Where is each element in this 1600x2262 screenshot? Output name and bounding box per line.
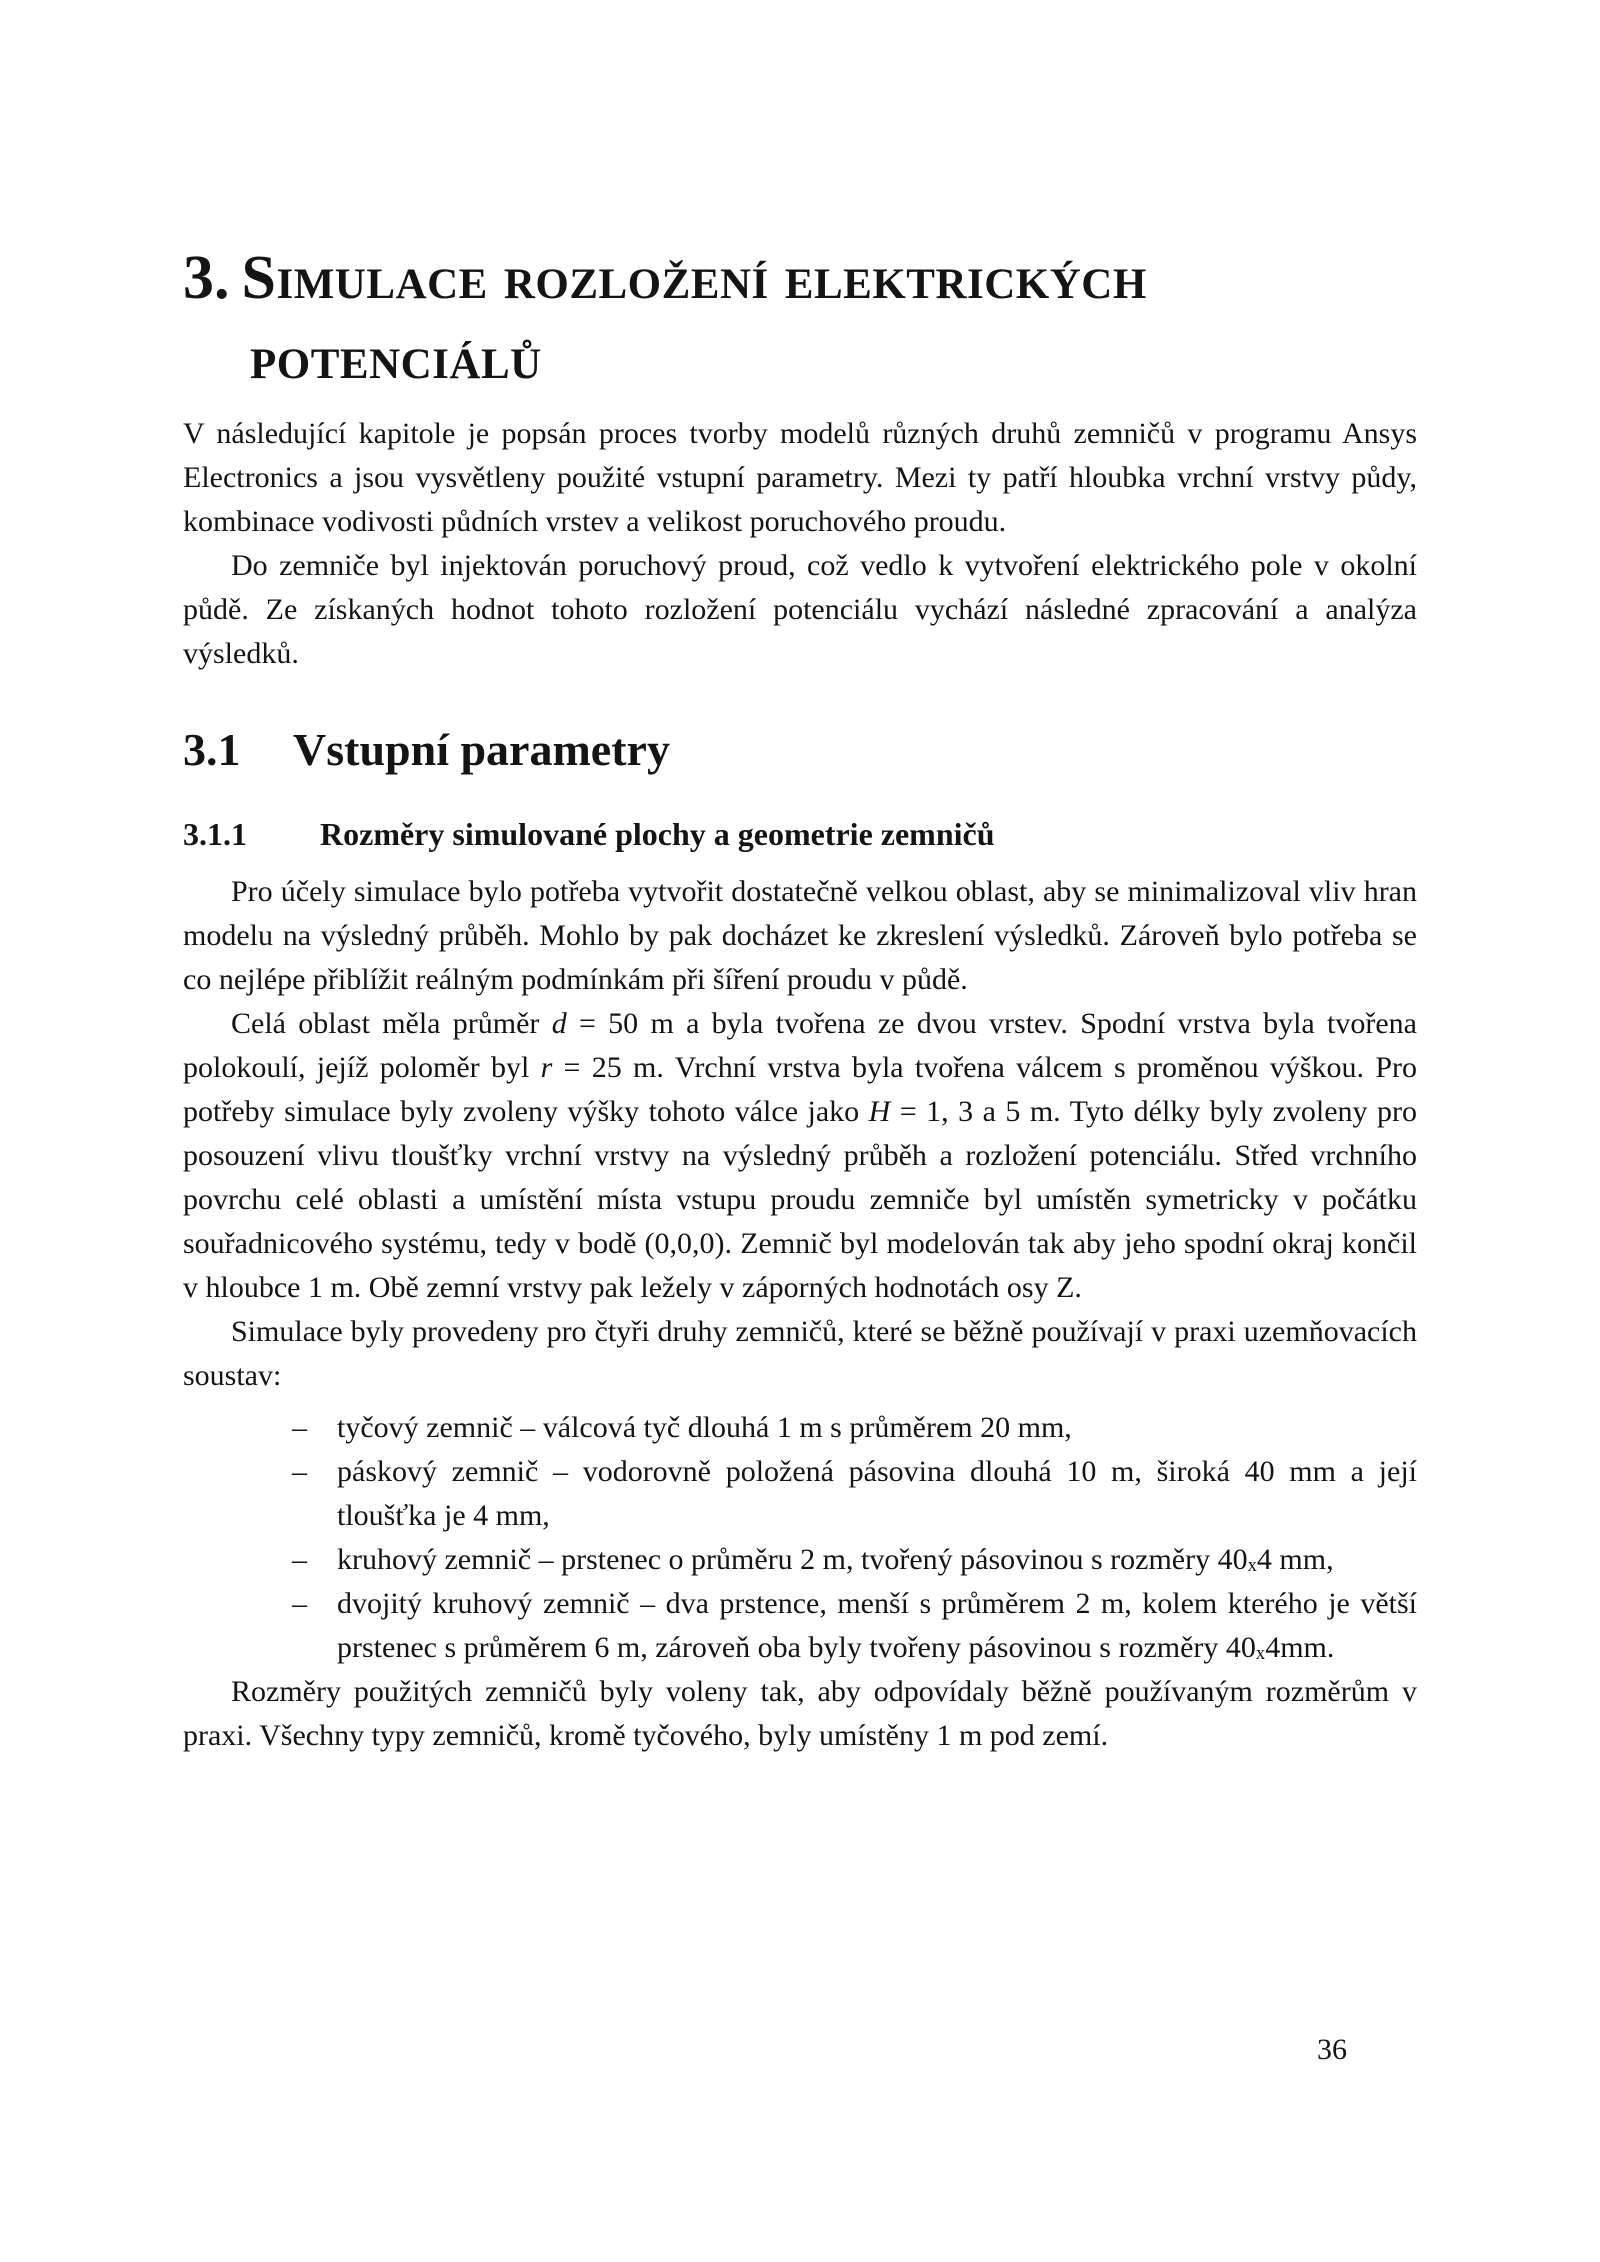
subsection-number: 3.1.1 xyxy=(183,816,247,852)
dash-bullet-icon: – xyxy=(292,1587,307,1620)
grounding-electrode-types-list xyxy=(183,1406,1417,1670)
section-title: Vstupní parametry xyxy=(293,724,670,775)
section-number: 3.1 xyxy=(183,724,241,775)
list-item-text: tyčový zemnič – válcová tyč dlouhá 1 m s průměrem 20 mm, xyxy=(337,1411,1072,1444)
paragraph-body-3: Simulace byly provedeny pro čtyři druhy zemničů, které se běžně používají v praxi uzemňovacích soustav: xyxy=(183,1315,1417,1392)
list-item-rod-electrode xyxy=(183,1406,1417,1450)
list-item-strip-electrode xyxy=(183,1450,1417,1538)
chapter-number: 3. xyxy=(183,244,230,312)
list-item-ring-electrode xyxy=(183,1538,1417,1582)
dash-bullet-icon: – xyxy=(292,1455,307,1488)
paragraph-body-1: Pro účely simulace bylo potřeba vytvořit dostatečně velkou oblast, aby se minimalizoval vliv hran modelu na výsledný průběh. Mohlo by pak docházet ke zkreslení výsledků. Zároveň bylo potřeba se co nejlépe přiblížit reálným podmínkám při šíření proudu v půdě. xyxy=(183,875,1417,996)
chapter-title: Simulace rozložení elektrických potenciálů xyxy=(241,244,1147,392)
list-item-text: páskový zemnič – vodorovně položená pásovina dlouhá 10 m, široká 40 mm a její tloušťka je 4 mm, xyxy=(337,1455,1417,1532)
dash-bullet-icon: – xyxy=(292,1543,307,1576)
page-footer xyxy=(1317,2028,1347,2072)
subsection-title: Rozměry simulované plochy a geometrie zemničů xyxy=(320,816,995,852)
list-item-text: kruhový zemnič – prstenec o průměru 2 m, tvořený pásovinou s rozměry $40_x4$ mm, xyxy=(337,1543,1334,1577)
paragraph-intro-2: Do zemniče byl injektován poruchový proud, což vedlo k vytvoření elektrického pole v okolní půdě. Ze získaných hodnot tohoto rozložení potenciálu vychází následné zpracování a analýza výsledků. xyxy=(183,549,1417,670)
section-heading xyxy=(183,724,1417,776)
paragraph-closing: Rozměry použitých zemničů byly voleny tak, aby odpovídaly běžně používaným rozměrům v praxi. Všechny typy zemničů, kromě tyčového, byly umístěny 1 m pod zemí. xyxy=(183,1675,1417,1752)
list-item-double-ring-electrode xyxy=(183,1582,1417,1670)
page-number: 36 xyxy=(1317,2033,1347,2066)
chapter-heading xyxy=(183,238,1417,398)
list-item-text: dvojitý kruhový zemnič – dva prstence, menší s průměrem 2 m, kolem kterého je větší prstenec s průměrem 6 m, zároveň oba byly tvořeny pásovinou s rozměry $40_x4mm$. xyxy=(337,1587,1417,1665)
paragraph-intro-1: V následující kapitole je popsán proces tvorby modelů různých druhů zemničů v programu Ansys Electronics a jsou vysvětleny použité vstupní parametry. Mezi ty patří hloubka vrchní vrstvy půdy, kombinace vodivosti půdních vrstev a velikost poruchového proudu. xyxy=(183,417,1417,538)
dash-bullet-icon: – xyxy=(292,1411,307,1444)
subsection-heading xyxy=(183,812,1417,856)
paragraph-body-2: Celá oblast měla průměr d = 50 m a byla tvořena ze dvou vrstev. Spodní vrstva byla tvořena polokoulí, jejíž poloměr byl r = 25 m. Vrchní vrstva byla tvořena válcem s proměnou výškou. Pro potřeby simulace byly zvoleny výšky tohoto válce jako H = 1, 3 a 5 m. Tyto délky byly zvoleny pro posouzení vlivu tloušťky vrchní vrstvy na výsledný průběh a rozložení potenciálu. Střed vrchního povrchu celé oblasti a umístění místa vstupu proudu zemniče byl umístěn symetricky v počátku souřadnicového systému, tedy v bodě (0,0,0). Zemnič byl modelován tak aby jeho spodní okraj končil v hloubce 1 m. Obě zemní vrstvy pak ležely v záporných hodnotách osy Z. xyxy=(183,1007,1417,1304)
